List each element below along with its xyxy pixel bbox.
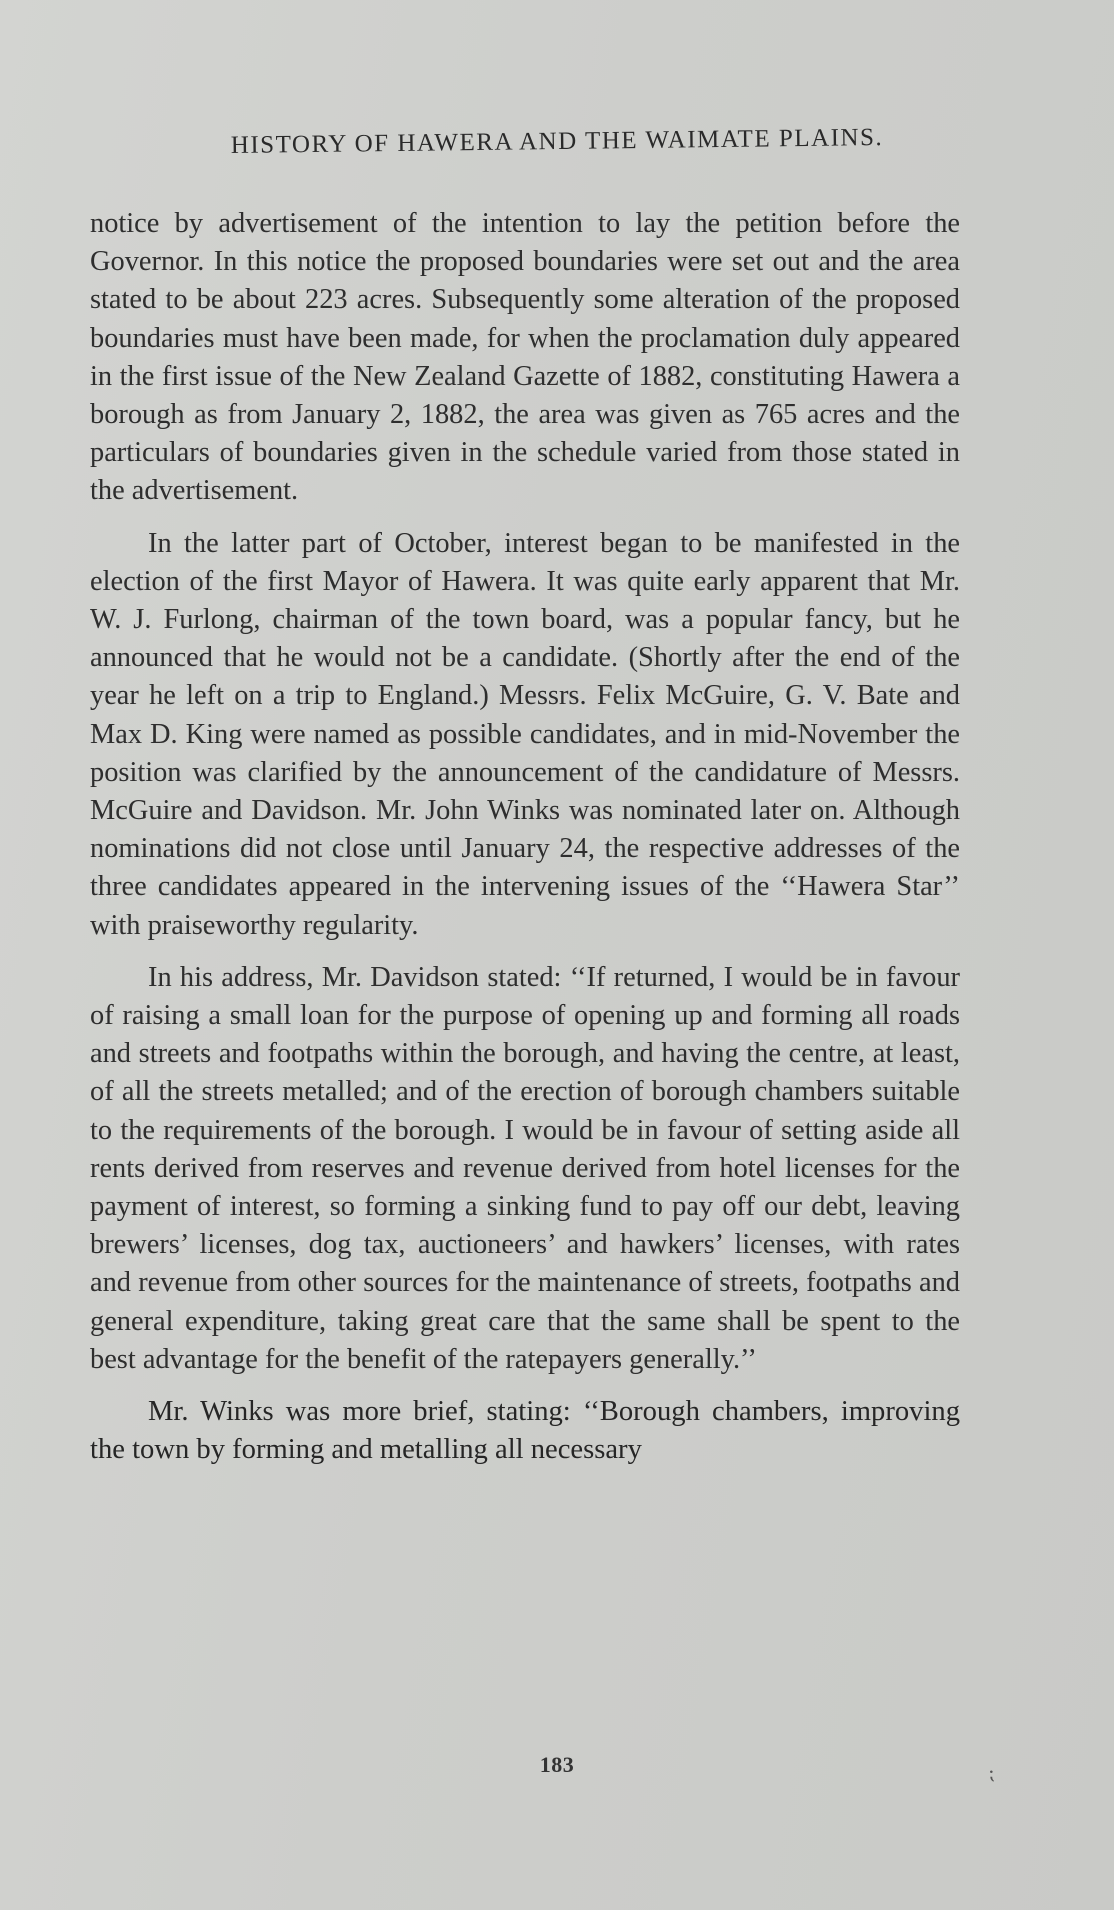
running-head (0, 121, 1114, 163)
margin-speck: ⁏ (988, 1762, 995, 1784)
paragraph-mayor-election: In the latter part of October, interest began to be manifested in the election of the first Mayor of Hawera. It was quite early apparent that Mr. W. J. Furlong, chairman of the town board, was a popular fancy, but he announced that he would not be a candidate. (Shortly after the end of the year he left on a trip to England.) Messrs. Felix McGuire, G. V. Bate and Max D. King were named as possible candidates, and in mid-November the position was clarified by the announcement of the candidature of Messrs. McGuire and Davidson. Mr. John Winks was nominated later on. Although nominations did not close until January 24, the respective addresses of the three candidates appeared in the intervening issues of the ‘‘Hawera Star’’ with praiseworthy regularity. (90, 527, 960, 941)
running-head-text: HISTORY OF HAWERA AND THE WAIMATE PLAINS. (230, 124, 884, 159)
body-text (90, 205, 960, 1484)
paragraph-petition-notice: notice by advertisement of the intention to lay the petition before the Governor. In this notice the proposed boundaries were set out and the area stated to be about 223 acres. Subsequently some alteration of the proposed boundaries must have been made, for when the proclamation duly appeared in the first issue of the New Zealand Gazette of 1882, constituting Hawera a borough as from January 2, 1882, the area was given as 765 acres and the particulars of boundaries given in the schedule varied from those stated in the advertisement. (90, 208, 960, 507)
page-number: 183 (539, 1752, 575, 1777)
paragraph-winks-address: Mr. Winks was more brief, stating: ‘‘Borough chambers, improving the town by forming and metalling all necessary (90, 1396, 960, 1466)
paragraph-davidson-address: In his address, Mr. Davidson stated: ‘‘If returned, I would be in favour of raising a small loan for the purpose of opening up and forming all roads and streets and footpaths within the borough, and having the centre, at least, of all the streets metalled; and of the erection of borough chambers suitable to the requirements of the borough. I would be in favour of setting aside all rents derived from reserves and revenue derived from hotel licenses for the payment of interest, so forming a sinking fund to pay off our debt, leaving brewers’ licenses, dog tax, auctioneers’ and hawkers’ licenses, with rates and revenue from other sources for the maintenance of streets, footpaths and general expenditure, taking great care that the same shall be spent to the best advantage for the benefit of the ratepayers generally.’’ (90, 961, 960, 1375)
